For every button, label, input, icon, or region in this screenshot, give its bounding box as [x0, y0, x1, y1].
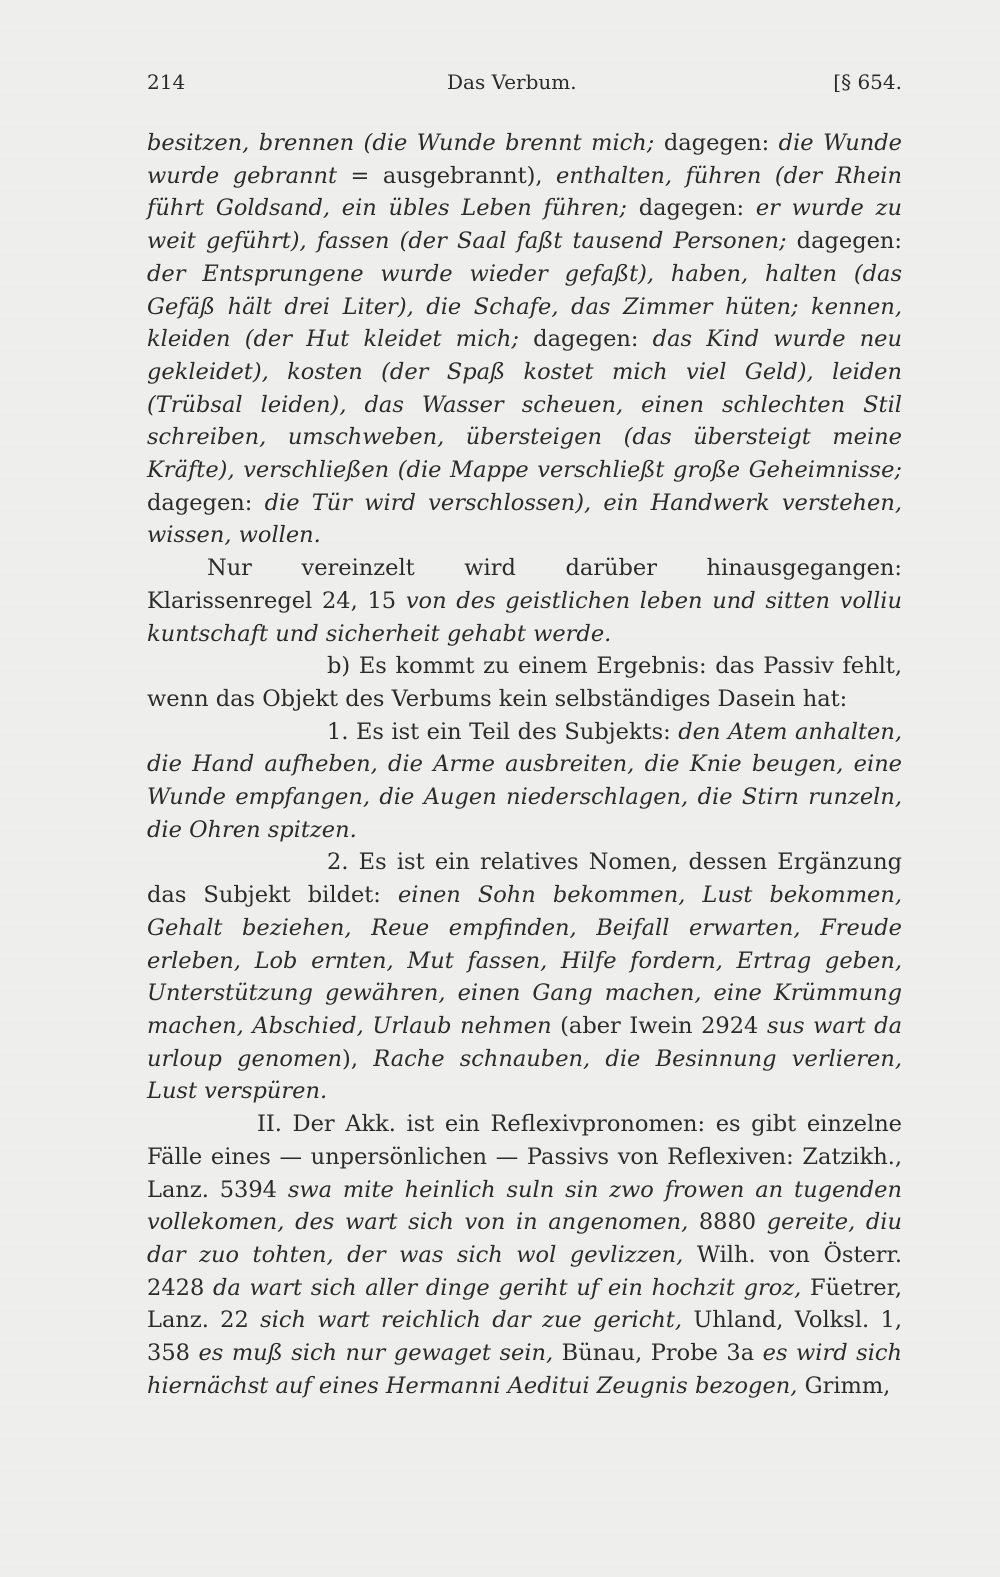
italic-example-text: swa mite heinlich suln sin zwo frowen an tugenden vollekomen, des wart sich von in angenomen, — [147, 1176, 902, 1236]
page-number: 214 — [147, 70, 186, 94]
roman-text: (aber Iwein 2924 — [551, 1012, 767, 1039]
italic-example-text: den Atem anhalten, die Hand aufheben, die Arme ausbreiten, die Knie beugen, eine Wunde empfangen, die Augen niederschlagen, die Stirn runzeln, die Ohren spitzen. — [147, 718, 902, 843]
running-header — [147, 70, 902, 104]
italic-example-text: er wurde zu weit geführt), fassen (der Saal faßt tausend Personen; — [147, 195, 902, 255]
paragraph-exceptions — [147, 552, 902, 650]
chapter-title: Das Verbum. — [447, 70, 577, 94]
italic-example-text: Rache schnauben, die Besinnung verlieren, Lust verspüren. — [147, 1045, 902, 1105]
roman-text: 1. Es ist ein Teil des Subjekts: — [327, 718, 679, 745]
roman-text: Nur vereinzelt wird darüber hinausgegangen: Klarissenregel 24, 15 — [147, 555, 902, 614]
italic-example-text: von des geistlichen leben und sitten volliu kuntschaft und sicherheit gehabt werde. — [147, 587, 902, 647]
paragraph-examples — [147, 127, 902, 552]
roman-text: Uhland, Volksl. 1, 358 — [147, 1307, 902, 1367]
italic-example-text: die Wunde wurde gebrannt — [147, 130, 902, 189]
roman-text: II. Der Akk. ist ein Reflexivpronomen: es gibt einzelne Fälle eines — unpersönlichen — Passivs von Reflexiven: Zatzikh., Lanz. 5394 — [147, 1111, 902, 1203]
roman-text: dagegen: — [147, 489, 265, 516]
italic-example-text: da wart sich aller dinge geriht uf ein hochzit groz, — [213, 1274, 802, 1301]
italic-example-text: einen Sohn bekommen, Lust bekommen, Gehalt beziehen, Reue empfinden, Beifall erwarten, Freude erleben, Lob ernten, Mut fassen, Hilfe fordern, Ertrag geben, Unterstützung gewähren, einen Gang machen, eine Krümmung machen, Abschied, Urlaub nehmen — [147, 882, 903, 1039]
paragraph-b1 — [147, 716, 902, 847]
roman-text: Bünau, Probe 3a — [553, 1340, 763, 1367]
section-marker: [§ 654. — [833, 70, 902, 94]
roman-text: 8880 — [688, 1209, 767, 1236]
roman-text: dagegen: — [518, 326, 653, 353]
italic-example-text: besitzen, brennen (die Wunde brennt mich; — [147, 130, 655, 156]
roman-text: 2. Es ist ein relatives Nomen, dessen Ergänzung das Subjekt bildet: — [147, 849, 902, 909]
italic-example-text: enthalten, führen (der Rhein führt Goldsand, ein übles Leben führen; — [147, 162, 902, 222]
italic-example-text: das Kind wurde neu gekleidet), kosten (der Spaß kostet mich viel Geld), leiden (Trübsal leiden), das Wasser scheuen, einen schlechten Stil schreiben, umschweben, übersteigen (das übersteigt meine Kräfte), verschließen (die Mappe verschließt große Geheimnisse; — [147, 326, 902, 484]
italic-example-text: es muß sich nur gewaget sein, — [198, 1340, 554, 1367]
italic-example-text: gereite, diu dar zuo tohten, der was sich wol gevlizzen, — [147, 1209, 902, 1268]
roman-text: Wilh. von Österr. 2428 — [147, 1241, 902, 1301]
roman-text: Grimm, — [797, 1372, 891, 1399]
roman-text: dagegen: — [654, 130, 779, 156]
paragraph-b2 — [147, 846, 902, 1108]
page-body — [147, 127, 902, 1402]
roman-text: Füetrer, Lanz. 22 — [147, 1274, 903, 1334]
roman-text: dagegen: — [786, 228, 902, 255]
paragraph-II — [147, 1108, 902, 1402]
italic-example-text: sus wart da urloup genomen — [147, 1012, 902, 1072]
paragraph-b — [147, 650, 902, 715]
italic-example-text: sich wart reichlich dar zue gericht, — [260, 1307, 683, 1334]
italic-example-text: der Entsprungene wurde wieder gefaßt), haben, halten (das Gefäß hält drei Liter), die Schafe, das Zimmer hüten; kennen, kleiden (der Hut kleidet mich; — [147, 260, 902, 353]
roman-text: = ausgebrannt), — [337, 162, 557, 189]
roman-text: ), — [342, 1045, 374, 1072]
italic-example-text: die Tür wird verschlossen), ein Handwerk verstehen, wissen, wollen. — [147, 489, 902, 549]
italic-example-text: es wird sich hiernächst auf eines Hermanni Aeditui Zeugnis bezogen, — [147, 1340, 903, 1399]
roman-text: b) Es kommt zu einem Ergebnis: das Passiv fehlt, wenn das Objekt des Verbums kein selbständiges Dasein hat: — [147, 653, 902, 712]
roman-text: dagegen: — [626, 195, 756, 222]
